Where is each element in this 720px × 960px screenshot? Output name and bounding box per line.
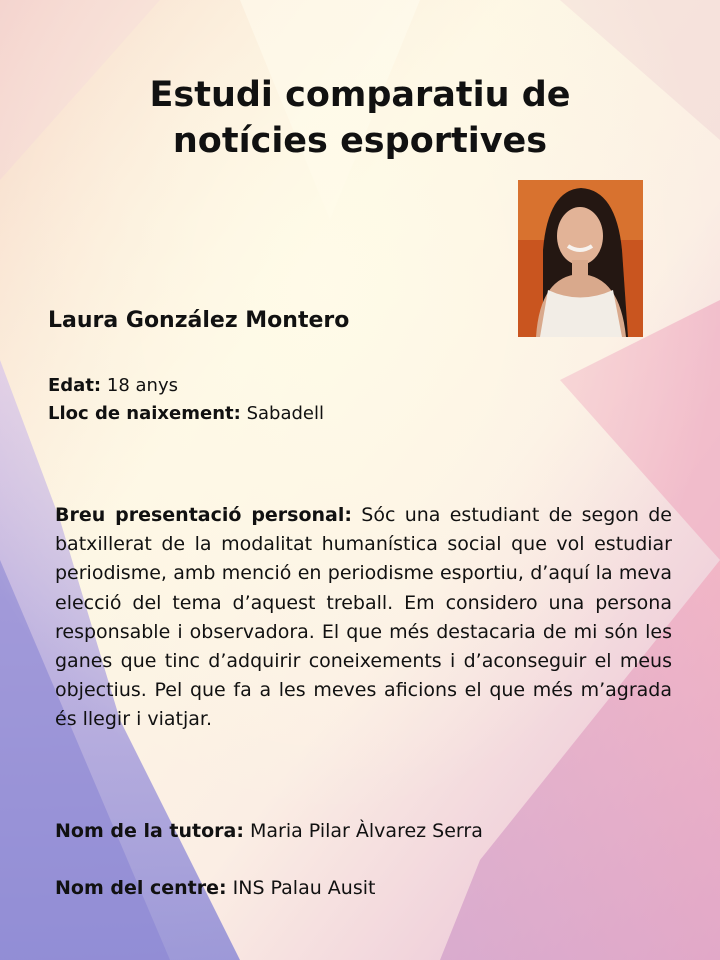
- title-line-2: notícies esportives: [172, 121, 548, 161]
- page-title: [60, 72, 660, 164]
- birthplace-value: Sabadell: [246, 403, 324, 424]
- tutor-label: Nom de la tutora:: [55, 820, 244, 842]
- age-label: Edat:: [48, 375, 102, 396]
- title-line-1: Estudi comparatiu de: [149, 75, 571, 115]
- school-row: [55, 877, 375, 899]
- birthplace-row: [48, 400, 324, 428]
- bio-text: Sóc una estudiant de segon de batxillerat de la modalitat humanística social que vol estudiar periodisme, amb menció en periodisme esportiu, d’aquí la meva elecció del tema d’aquest treball. Em considero una persona responsable i observadora. El que més destacaria de mi són les ganes que tinc d’adquirir coneixements i d’aconseguir el meus objectius. Pel que fa a les meves aficions el que més m’agrada és llegir i viatjar.: [55, 504, 672, 731]
- personal-presentation: [55, 501, 672, 735]
- bio-label: Breu presentació personal:: [55, 504, 352, 526]
- person-name: Laura González Montero: [48, 308, 350, 333]
- age-row: [48, 372, 324, 400]
- person-info: [48, 372, 324, 428]
- birthplace-label: Lloc de naixement:: [48, 403, 241, 424]
- tutor-row: [55, 820, 483, 842]
- school-label: Nom del centre:: [55, 877, 227, 899]
- age-value: 18 anys: [106, 375, 178, 396]
- school-value: INS Palau Ausit: [232, 877, 376, 899]
- tutor-value: Maria Pilar Àlvarez Serra: [250, 820, 483, 842]
- portrait-photo: [518, 180, 643, 337]
